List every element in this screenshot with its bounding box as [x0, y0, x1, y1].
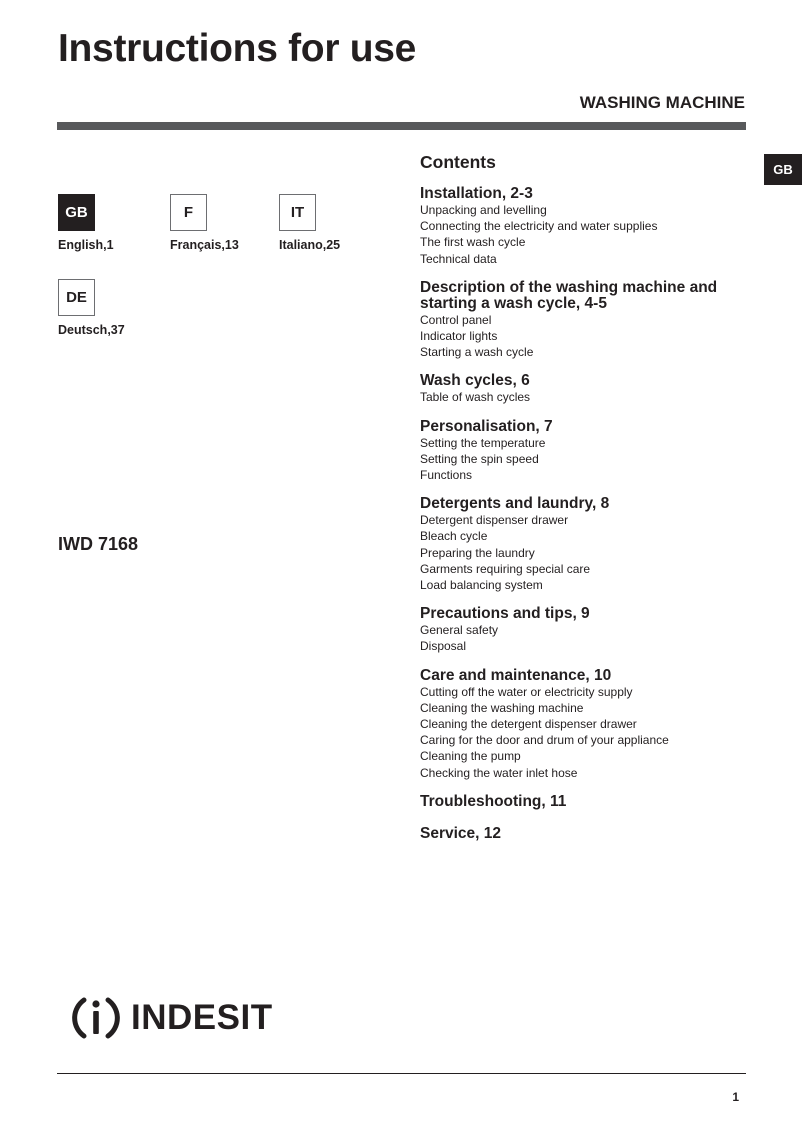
toc-item[interactable]: General safety [420, 623, 499, 638]
page-title: Instructions for use [58, 27, 417, 70]
toc-section-title[interactable]: Precautions and tips, 9 [420, 605, 590, 623]
language-code-box[interactable]: GB [58, 194, 95, 231]
model-number: IWD 7168 [58, 534, 139, 554]
footer-divider [57, 1073, 746, 1074]
indesit-logo-icon [70, 992, 122, 1044]
toc-item[interactable]: Bleach cycle [420, 529, 488, 544]
language-code-box[interactable]: DE [58, 279, 95, 316]
toc-section-title[interactable]: Wash cycles, 6 [420, 372, 530, 390]
brand-logo [70, 992, 273, 1044]
toc-section-service [420, 826, 750, 842]
toc-item[interactable]: Caring for the door and drum of your appliance [420, 733, 669, 748]
toc-item[interactable]: Cleaning the washing machine [420, 700, 584, 715]
toc-section-detergents [420, 496, 750, 593]
language-code-box[interactable]: F [170, 194, 207, 231]
toc-item[interactable]: Connecting the electricity and water supplies [420, 219, 658, 234]
toc-section-description [420, 280, 750, 361]
language-option-it[interactable] [279, 194, 379, 252]
toc-section-title[interactable]: Detergents and laundry, 8 [420, 495, 610, 513]
toc-item[interactable]: Checking the water inlet hose [420, 765, 578, 780]
toc-item[interactable]: Setting the spin speed [420, 451, 539, 466]
toc-section-care [420, 668, 750, 781]
toc-item[interactable]: Unpacking and levelling [420, 203, 547, 217]
language-label[interactable]: English,1 [58, 238, 114, 252]
toc-item[interactable]: Starting a wash cycle [420, 345, 534, 360]
toc-item[interactable]: Technical data [420, 251, 497, 266]
toc-item[interactable]: Garments requiring special care [420, 561, 591, 576]
toc-section-precautions [420, 606, 750, 654]
toc-section-wash-cycles [420, 373, 750, 405]
toc-item[interactable]: Setting the temperature [420, 435, 546, 450]
toc-item[interactable]: Cleaning the detergent dispenser drawer [420, 717, 637, 732]
language-option-gb[interactable] [58, 194, 158, 252]
toc-section-personalisation [420, 419, 750, 484]
language-code-box[interactable]: IT [279, 194, 316, 231]
language-option-de[interactable] [58, 279, 158, 337]
side-language-tab[interactable]: GB [764, 154, 802, 185]
product-type: WASHING MACHINE [579, 93, 745, 112]
toc-item[interactable]: Detergent dispenser drawer [420, 513, 569, 528]
language-label[interactable]: Italiano,25 [279, 238, 341, 252]
toc-section-title[interactable]: Description of the washing machine and starting a wash cycle, 4-5 [420, 278, 718, 312]
table-of-contents [420, 151, 750, 855]
toc-item[interactable]: Control panel [420, 312, 492, 327]
toc-section-title[interactable]: Installation, 2-3 [420, 185, 533, 202]
toc-item[interactable]: Disposal [420, 639, 467, 654]
contents-title: Contents [420, 152, 496, 172]
brand-name: INDESIT [131, 998, 273, 1037]
toc-item[interactable]: Preparing the laundry [420, 545, 535, 560]
toc-item[interactable]: Indicator lights [420, 329, 498, 344]
toc-section-title[interactable]: Troubleshooting, 11 [420, 792, 567, 810]
toc-section-title[interactable]: Service, 12 [420, 824, 502, 842]
language-label[interactable]: Français,13 [170, 238, 239, 252]
toc-item[interactable]: Load balancing system [420, 578, 543, 593]
page-number: 1 [732, 1090, 739, 1104]
language-label[interactable]: Deutsch,37 [58, 323, 125, 337]
toc-section-title[interactable]: Personalisation, 7 [420, 417, 553, 435]
language-option-f[interactable] [170, 194, 270, 252]
toc-item[interactable]: Cutting off the water or electricity supply [420, 684, 633, 699]
toc-section-title[interactable]: Care and maintenance, 10 [420, 666, 612, 684]
toc-item[interactable]: Functions [420, 468, 473, 483]
toc-section-troubleshooting [420, 794, 750, 810]
toc-item[interactable]: Cleaning the pump [420, 749, 521, 764]
toc-item[interactable]: The first wash cycle [420, 235, 526, 250]
header-divider [57, 122, 746, 130]
toc-section-installation [420, 186, 750, 267]
toc-item[interactable]: Table of wash cycles [420, 390, 531, 405]
